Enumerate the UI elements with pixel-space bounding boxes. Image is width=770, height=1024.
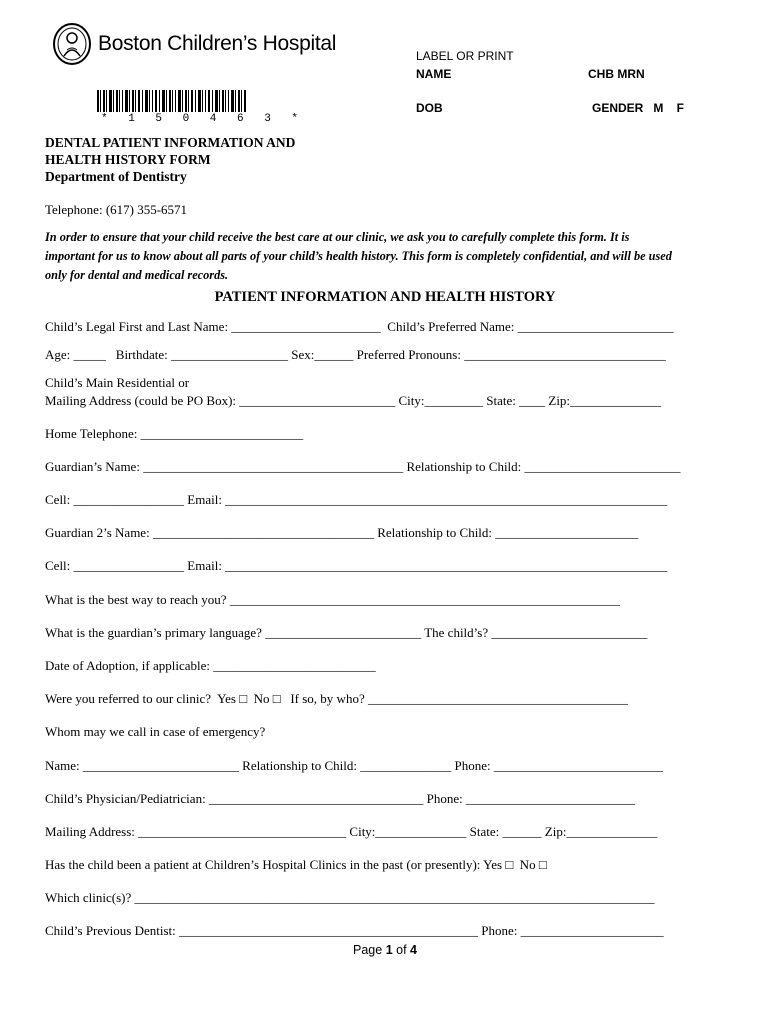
emergency-contact-field[interactable]: Name: ________________________ Relationship to Child: ______________ Phone: __________________________ [45, 758, 663, 773]
guardian-cell-email-field[interactable]: Cell: _________________ Email: ____________________________________________________________________ [45, 492, 668, 507]
mrn-label: CHB MRN [588, 67, 645, 81]
guardian2-name-field[interactable]: Guardian 2’s Name: __________________________________ Relationship to Child: ______________________ [45, 525, 639, 540]
page-total: 4 [410, 943, 417, 957]
intro-text [45, 228, 735, 285]
gender-label: GENDER M F [592, 101, 685, 115]
telephone: Telephone: (617) 355-6571 [45, 202, 188, 217]
physician-address-field[interactable]: Mailing Address: ________________________________ City:______________ State: ______ Zip:______________ [45, 824, 658, 839]
emergency-heading: Whom may we call in case of emergency? [45, 724, 266, 739]
intro-line: In order to ensure that your child receive the best care at our clinic, we ask you to carefully complete this form. It is [45, 230, 630, 244]
child-name-field[interactable]: Child’s Legal First and Last Name: _______________________ Child’s Preferred Name: ________________________ [45, 319, 674, 334]
page-current: 1 [385, 943, 393, 957]
form-title [45, 134, 295, 185]
page-of: of [396, 943, 407, 957]
barcode [97, 90, 247, 112]
home-telephone-field[interactable]: Home Telephone: _________________________ [45, 426, 304, 441]
guardian-name-field[interactable]: Guardian’s Name: ________________________________________ Relationship to Child: ________________________ [45, 459, 681, 474]
section-title: PATIENT INFORMATION AND HEALTH HISTORY [214, 289, 556, 305]
contact-method-field[interactable]: What is the best way to reach you? ____________________________________________________________ [45, 592, 620, 607]
label-heading: LABEL OR PRINT [416, 49, 514, 63]
page-number [0, 943, 770, 957]
department-name: Department of Dentistry [45, 169, 187, 184]
referral-field[interactable]: Were you referred to our clinic? Yes □ No □ If so, by who? ________________________________________ [45, 691, 628, 706]
form-title-line1: DENTAL PATIENT INFORMATION AND [45, 135, 296, 150]
page-word: Page [353, 943, 383, 957]
clinic-field[interactable]: Which clinic(s)? ________________________________________________________________________________ [45, 890, 655, 905]
dob-label: DOB [416, 101, 443, 115]
guardian2-cell-email-field[interactable]: Cell: _________________ Email: ____________________________________________________________________ [45, 558, 668, 573]
physician-field[interactable]: Child’s Physician/Pediatrician: _________________________________ Phone: __________________________ [45, 791, 636, 806]
name-label: NAME [416, 67, 452, 81]
language-field[interactable]: What is the guardian’s primary language? ________________________ The child’s? ________________________ [45, 625, 648, 640]
age-birthdate-field[interactable]: Age: _____ Birthdate: __________________ Sex:______ Preferred Pronouns: _______________________________ [45, 347, 666, 362]
hospital-name: Boston Children’s Hospital [98, 32, 337, 55]
prior-patient-field[interactable]: Has the child been a patient at Children’s Hospital Clinics in the past (or presently): Yes □ No □ [45, 857, 547, 872]
hospital-logo [52, 22, 336, 66]
intro-line: important for us to know about all parts of your child’s health history. This form is completely confidential, and will be used [45, 249, 672, 263]
adoption-date-field[interactable]: Date of Adoption, if applicable: _________________________ [45, 658, 376, 673]
intro-line: only for dental and medical records. [45, 268, 229, 282]
address-label: Child’s Main Residential or [45, 375, 190, 390]
mailing-address-field[interactable]: Mailing Address (could be PO Box): ________________________ City:_________ State: ____ Zip:______________ [45, 393, 662, 408]
hospital-seal-icon [52, 22, 92, 66]
barcode-number: * 1 5 0 4 6 3 * [101, 113, 306, 125]
form-title-line2: HEALTH HISTORY FORM [45, 152, 211, 167]
previous-dentist-field[interactable]: Child’s Previous Dentist: ______________________________________________ Phone: ______________________ [45, 923, 664, 938]
